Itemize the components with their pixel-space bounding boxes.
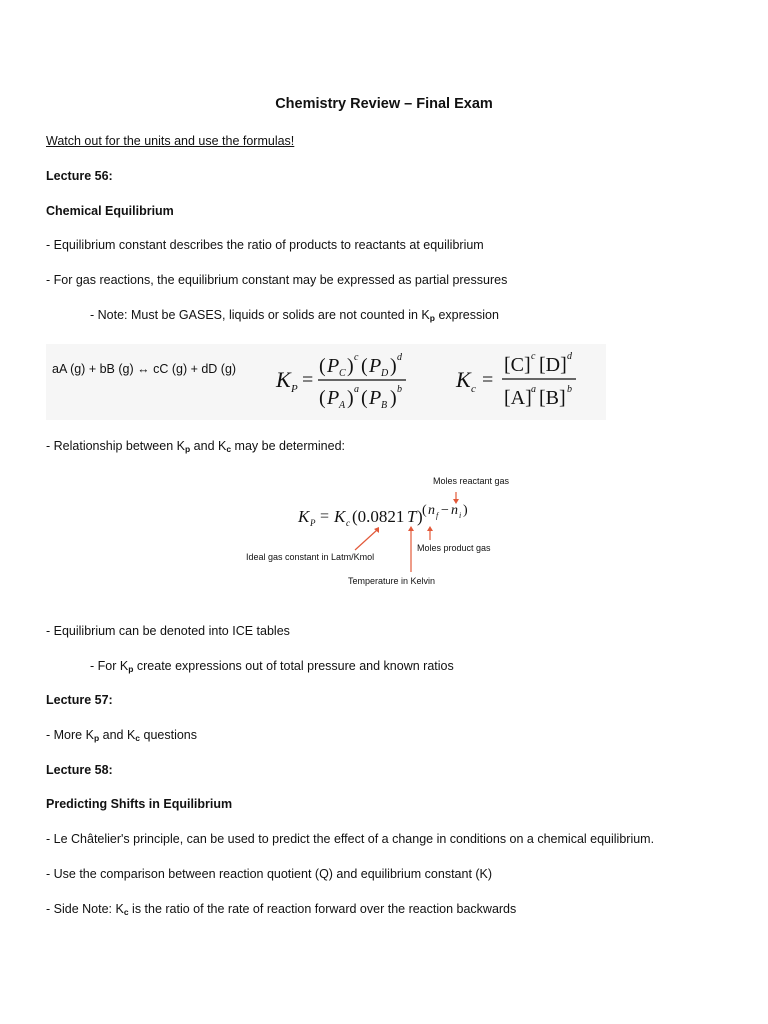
svg-text:i: i: [459, 511, 462, 520]
svg-text:P: P: [327, 387, 340, 409]
svg-text:(: (: [422, 503, 427, 518]
svg-text:): ): [347, 387, 354, 409]
svg-text:n: n: [451, 503, 458, 518]
svg-text:b: b: [567, 384, 572, 395]
moles-product-label: Moles product gas: [417, 543, 491, 553]
svg-text:c: c: [471, 383, 476, 395]
svg-text:K: K: [334, 507, 346, 526]
svg-text:=: =: [302, 369, 314, 391]
reaction-equation: aA (g) + bB (g) ↔ cC (g) + dD (g): [52, 362, 237, 376]
svg-text:(0.0821: (0.0821: [352, 507, 405, 526]
relationship-line: - Relationship between $K_p$ and $K_c$ may be determined:: [46, 439, 346, 454]
ice-tables-line: - Equilibrium can be denoted into ICE tables: [46, 624, 290, 638]
lecture-56-heading: Lecture 56:: [46, 169, 113, 183]
gas-reactions-line: - For gas reactions, the equilibrium constant may be expressed as partial pressures: [46, 273, 508, 287]
svg-text:=: =: [320, 508, 330, 525]
svg-text:D: D: [381, 368, 389, 379]
q-vs-k-line: - Use the comparison between reaction quotient (Q) and equilibrium constant (K): [46, 867, 493, 881]
kp-expressions-line: - For $K_p$ create expressions out of total pressure and known ratios: [90, 659, 454, 674]
svg-text:b: b: [397, 384, 402, 395]
page-title: Chemistry Review – Final Exam: [275, 96, 493, 112]
svg-text:P: P: [327, 355, 340, 377]
svg-text:): ): [417, 507, 423, 526]
predicting-shifts-heading: Predicting Shifts in Equilibrium: [46, 797, 233, 811]
chemical-equilibrium-heading: Chemical Equilibrium: [46, 204, 174, 218]
svg-text:a: a: [354, 384, 359, 395]
svg-text:c: c: [354, 352, 359, 363]
svg-text:−: −: [441, 503, 449, 518]
svg-text:f: f: [436, 511, 439, 520]
svg-text:A: A: [339, 400, 346, 411]
svg-text:(: (: [319, 387, 326, 409]
gas-constant-label: Ideal gas constant in Latm/Kmol: [246, 552, 375, 562]
svg-text:d: d: [567, 351, 572, 362]
svg-text:): ): [347, 355, 354, 377]
gases-note-line: - Note: Must be GASES, liquids or solids are not counted in $K_p$ expression: [90, 308, 499, 323]
svg-text:): ): [390, 387, 397, 409]
svg-text:(: (: [361, 387, 368, 409]
svg-text:c: c: [531, 351, 536, 362]
more-questions-line: - More $K_p$ and $K_c$ questions: [46, 728, 197, 743]
svg-text:B: B: [381, 400, 388, 411]
svg-text:K: K: [298, 507, 310, 526]
svg-text:[C]: [C]: [504, 354, 531, 376]
lecture-57-heading: Lecture 57:: [46, 693, 113, 707]
equilibrium-expressions-figure: [46, 344, 606, 420]
svg-text:P: P: [369, 355, 382, 377]
svg-text:c: c: [346, 518, 350, 528]
kp-kc-relationship-figure: [240, 468, 540, 592]
svg-text:T: T: [407, 507, 417, 526]
kp-kc-formulas: [46, 344, 606, 420]
svg-text:P: P: [310, 518, 316, 528]
svg-text:): ): [390, 355, 397, 377]
svg-text:[D]: [D]: [539, 354, 567, 376]
lecture-58-heading: Lecture 58:: [46, 763, 113, 777]
svg-text:P: P: [369, 387, 382, 409]
moles-reactant-label: Moles reactant gas: [433, 476, 510, 486]
intro-note: Watch out for the units and use the formulas!: [46, 134, 295, 148]
svg-text:K: K: [276, 367, 291, 392]
svg-text:K: K: [456, 367, 471, 392]
svg-text:P: P: [291, 383, 298, 395]
svg-text:a: a: [531, 384, 536, 395]
le-chatelier-line: - Le Châtelier's principle, can be used to predict the effect of a change in conditions on a chemical equilibrium.: [46, 832, 655, 846]
svg-text:d: d: [397, 352, 402, 363]
svg-text:n: n: [428, 503, 435, 518]
equilibrium-constant-line: - Equilibrium constant describes the ratio of products to reactants at equilibrium: [46, 238, 484, 252]
svg-text:(: (: [361, 355, 368, 377]
temperature-label: Temperature in Kelvin: [348, 576, 436, 586]
svg-text:): ): [463, 503, 468, 518]
svg-text:[B]: [B]: [539, 387, 566, 409]
svg-text:C: C: [339, 368, 346, 379]
svg-text:(: (: [319, 355, 326, 377]
svg-text:[A]: [A]: [504, 387, 532, 409]
side-note-line: - Side Note: $K_c$ is the ratio of the rate of reaction forward over the reaction backwards: [46, 902, 517, 917]
svg-text:=: =: [482, 369, 494, 391]
